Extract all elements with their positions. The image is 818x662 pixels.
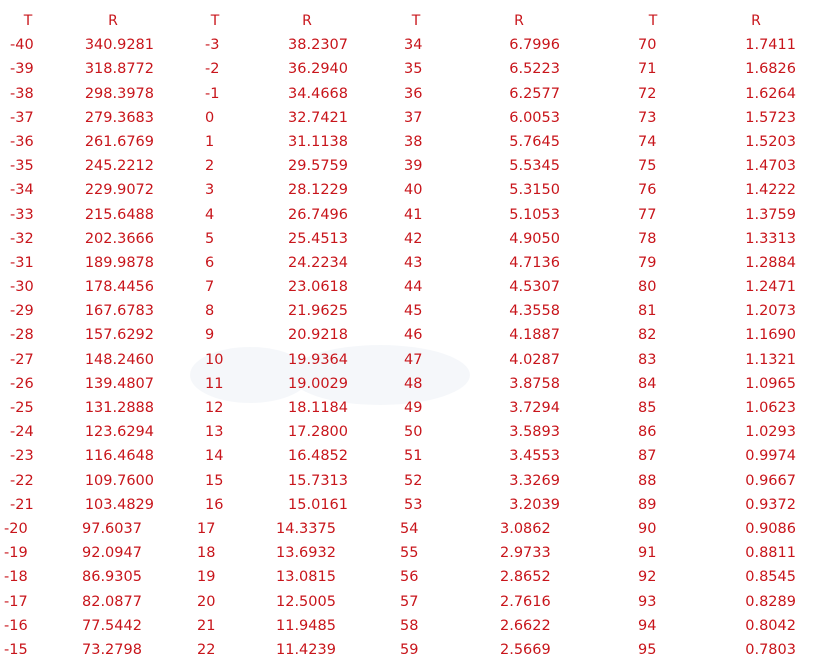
cell-t: 82 — [638, 327, 657, 344]
cell-t: 7 — [205, 279, 215, 296]
cell-t: 53 — [404, 496, 423, 513]
column-r-3 — [478, 9, 560, 662]
cell-r: 38.2307 — [288, 37, 348, 54]
cell-t: 72 — [638, 85, 657, 102]
cell-t: 17 — [197, 520, 216, 537]
cell-r: 167.6783 — [84, 303, 154, 320]
cell-t: 56 — [400, 569, 419, 586]
cell-r: 1.0623 — [745, 400, 796, 416]
cell-r: 3.3269 — [509, 472, 560, 489]
cell-t: 43 — [404, 254, 423, 271]
cell-t: 93 — [638, 593, 657, 610]
cell-t: -26 — [10, 375, 34, 392]
cell-t: 90 — [638, 520, 657, 537]
cell-r: 2.8652 — [500, 569, 551, 586]
column-t-2 — [195, 9, 235, 662]
cell-t: 73 — [638, 109, 657, 126]
cell-t: 18 — [197, 545, 216, 562]
cell-r: 4.7136 — [509, 254, 560, 271]
cell-t: 34 — [404, 37, 423, 54]
cell-r: 11.9485 — [276, 617, 336, 634]
cell-t: 42 — [404, 230, 423, 247]
cell-t: -29 — [10, 303, 34, 320]
cell-t: 3 — [205, 182, 215, 199]
cell-r: 1.2073 — [745, 303, 796, 320]
cell-r: 1.5723 — [745, 109, 796, 126]
cell-t: 8 — [205, 303, 215, 320]
column-header: T — [23, 13, 33, 29]
cell-r: 157.6292 — [84, 327, 154, 344]
cell-t: -20 — [4, 520, 28, 537]
cell-t: 19 — [197, 569, 216, 586]
cell-t: 84 — [638, 375, 657, 392]
cell-t: 49 — [404, 400, 423, 416]
cell-r: 298.3978 — [84, 85, 154, 102]
cell-t: 40 — [404, 182, 423, 199]
cell-t: 9 — [205, 327, 215, 344]
cell-t: 0 — [205, 109, 215, 126]
cell-r: 1.4703 — [745, 158, 796, 175]
cell-r: 3.5893 — [509, 424, 560, 441]
cell-r: 318.8772 — [84, 61, 154, 78]
cell-r: 3.7294 — [509, 400, 560, 416]
cell-t: -35 — [10, 158, 34, 175]
cell-t: 16 — [205, 496, 224, 513]
cell-r: 28.1229 — [288, 182, 348, 199]
cell-r: 31.1138 — [288, 133, 348, 150]
cell-r: 3.2039 — [509, 496, 560, 513]
cell-t: -23 — [10, 448, 34, 465]
cell-r: 19.0029 — [288, 375, 348, 392]
column-r-2 — [266, 9, 348, 662]
cell-r: 4.1887 — [509, 327, 560, 344]
cell-r: 12.5005 — [276, 593, 336, 610]
column-t-4 — [630, 9, 676, 662]
cell-t: 76 — [638, 182, 657, 199]
cell-r: 0.9974 — [745, 448, 796, 465]
cell-t: 45 — [404, 303, 423, 320]
cell-t: -37 — [10, 109, 34, 126]
cell-r: 13.6932 — [276, 545, 336, 562]
cell-r: 1.3313 — [745, 230, 796, 247]
cell-r: 1.1321 — [745, 351, 796, 368]
column-header: R — [108, 13, 118, 29]
cell-t: -25 — [10, 400, 34, 416]
cell-t: -30 — [10, 279, 34, 296]
cell-r: 6.7996 — [509, 37, 560, 54]
cell-r: 82.0877 — [82, 593, 142, 610]
cell-t: -17 — [4, 593, 28, 610]
cell-t: 86 — [638, 424, 657, 441]
cell-t: 20 — [197, 593, 216, 610]
cell-t: -33 — [10, 206, 34, 223]
cell-t: 54 — [400, 520, 419, 537]
cell-t: 81 — [638, 303, 657, 320]
column-header: R — [514, 13, 524, 29]
cell-t: -18 — [4, 569, 28, 586]
cell-r: 1.6264 — [745, 85, 796, 102]
cell-r: 15.7313 — [288, 472, 348, 489]
cell-r: 189.9878 — [84, 254, 154, 271]
cell-r: 1.7411 — [745, 37, 796, 54]
cell-t: -39 — [10, 61, 34, 78]
cell-t: -40 — [10, 37, 34, 54]
column-r-4 — [716, 9, 796, 662]
cell-t: 36 — [404, 85, 423, 102]
cell-r: 14.3375 — [276, 520, 336, 537]
column-t-3 — [396, 9, 436, 662]
cell-r: 1.3759 — [745, 206, 796, 223]
cell-t: 77 — [638, 206, 657, 223]
cell-r: 1.4222 — [745, 182, 796, 199]
cell-t: 15 — [205, 472, 224, 489]
cell-t: -1 — [205, 85, 220, 102]
cell-t: -27 — [10, 351, 34, 368]
cell-r: 32.7421 — [288, 109, 348, 126]
cell-r: 2.9733 — [500, 545, 551, 562]
cell-t: -24 — [10, 424, 34, 441]
cell-t: 50 — [404, 424, 423, 441]
cell-r: 6.5223 — [509, 61, 560, 78]
cell-t: 10 — [205, 351, 224, 368]
cell-t: -28 — [10, 327, 34, 344]
cell-r: 19.9364 — [288, 351, 348, 368]
cell-t: 79 — [638, 254, 657, 271]
cell-r: 4.5307 — [509, 279, 560, 296]
cell-t: 13 — [205, 424, 224, 441]
cell-t: 91 — [638, 545, 657, 562]
cell-r: 86.9305 — [82, 569, 142, 586]
cell-r: 123.6294 — [84, 424, 154, 441]
cell-r: 0.9667 — [745, 472, 796, 489]
column-r-1 — [72, 9, 154, 662]
cell-r: 2.7616 — [500, 593, 551, 610]
cell-t: 47 — [404, 351, 423, 368]
cell-r: 92.0947 — [82, 545, 142, 562]
cell-r: 21.9625 — [288, 303, 348, 320]
cell-r: 11.4239 — [276, 641, 336, 658]
cell-r: 148.2460 — [84, 351, 154, 368]
cell-r: 116.4648 — [84, 448, 154, 465]
cell-t: 55 — [400, 545, 419, 562]
cell-r: 24.2234 — [288, 254, 348, 271]
cell-r: 0.9372 — [745, 496, 796, 513]
cell-r: 178.4456 — [84, 279, 154, 296]
column-header: R — [302, 13, 312, 29]
cell-r: 0.8042 — [745, 617, 796, 634]
cell-t: -2 — [205, 61, 220, 78]
cell-r: 23.0618 — [288, 279, 348, 296]
cell-r: 17.2800 — [288, 424, 348, 441]
cell-r: 34.4668 — [288, 85, 348, 102]
cell-t: 48 — [404, 375, 423, 392]
cell-r: 0.9086 — [745, 520, 796, 537]
column-t-1 — [4, 9, 48, 662]
cell-t: 21 — [197, 617, 216, 634]
cell-t: 1 — [205, 133, 215, 150]
cell-t: -21 — [10, 496, 34, 513]
cell-r: 29.5759 — [288, 158, 348, 175]
cell-t: 88 — [638, 472, 657, 489]
cell-r: 0.8811 — [745, 545, 796, 562]
cell-r: 1.5203 — [745, 133, 796, 150]
cell-t: 6 — [205, 254, 215, 271]
cell-r: 2.6622 — [500, 617, 551, 634]
cell-r: 0.8545 — [745, 569, 796, 586]
cell-t: 12 — [205, 400, 224, 416]
cell-t: 41 — [404, 206, 423, 223]
cell-r: 4.0287 — [509, 351, 560, 368]
cell-r: 73.2798 — [82, 641, 142, 658]
cell-t: 78 — [638, 230, 657, 247]
cell-r: 18.1184 — [288, 400, 348, 416]
cell-t: -19 — [4, 545, 28, 562]
cell-r: 139.4807 — [84, 375, 154, 392]
cell-r: 36.2940 — [288, 61, 348, 78]
cell-r: 279.3683 — [84, 109, 154, 126]
cell-t: 4 — [205, 206, 215, 223]
cell-t: 70 — [638, 37, 657, 54]
cell-t: 83 — [638, 351, 657, 368]
cell-r: 3.4553 — [509, 448, 560, 465]
cell-t: 38 — [404, 133, 423, 150]
cell-t: 2 — [205, 158, 215, 175]
cell-r: 26.7496 — [288, 206, 348, 223]
cell-t: 94 — [638, 617, 657, 634]
cell-r: 5.3150 — [509, 182, 560, 199]
cell-t: -15 — [4, 641, 28, 658]
cell-t: 89 — [638, 496, 657, 513]
cell-r: 245.2212 — [84, 158, 154, 175]
cell-t: 75 — [638, 158, 657, 175]
cell-t: 39 — [404, 158, 423, 175]
cell-r: 103.4829 — [84, 496, 154, 513]
cell-t: -22 — [10, 472, 34, 489]
cell-t: 37 — [404, 109, 423, 126]
column-header: T — [210, 13, 220, 29]
cell-t: -38 — [10, 85, 34, 102]
cell-r: 20.9218 — [288, 327, 348, 344]
cell-t: 58 — [400, 617, 419, 634]
cell-r: 1.0965 — [745, 375, 796, 392]
cell-t: 95 — [638, 641, 657, 658]
cell-r: 13.0815 — [276, 569, 336, 586]
cell-r: 77.5442 — [82, 617, 142, 634]
cell-t: 87 — [638, 448, 657, 465]
cell-r: 0.8289 — [745, 593, 796, 610]
cell-t: -32 — [10, 230, 34, 247]
cell-r: 6.0053 — [509, 109, 560, 126]
cell-t: 46 — [404, 327, 423, 344]
cell-r: 1.2884 — [745, 254, 796, 271]
cell-r: 3.8758 — [509, 375, 560, 392]
cell-r: 16.4852 — [288, 448, 348, 465]
cell-r: 5.1053 — [509, 206, 560, 223]
cell-r: 5.5345 — [509, 158, 560, 175]
cell-t: 11 — [205, 375, 224, 392]
cell-r: 5.7645 — [509, 133, 560, 150]
cell-r: 215.6488 — [84, 206, 154, 223]
column-header: T — [411, 13, 421, 29]
cell-r: 1.0293 — [745, 424, 796, 441]
cell-t: 35 — [404, 61, 423, 78]
cell-t: 59 — [400, 641, 419, 658]
cell-t: 85 — [638, 400, 657, 416]
cell-t: -3 — [205, 37, 220, 54]
cell-r: 4.9050 — [509, 230, 560, 247]
cell-r: 202.3666 — [84, 230, 154, 247]
cell-t: 51 — [404, 448, 423, 465]
column-header: R — [751, 13, 761, 29]
cell-r: 340.9281 — [84, 37, 154, 54]
cell-t: 57 — [400, 593, 419, 610]
cell-r: 4.3558 — [509, 303, 560, 320]
cell-r: 25.4513 — [288, 230, 348, 247]
cell-t: -36 — [10, 133, 34, 150]
cell-t: 74 — [638, 133, 657, 150]
cell-t: 92 — [638, 569, 657, 586]
cell-r: 109.7600 — [84, 472, 154, 489]
cell-r: 229.9072 — [84, 182, 154, 199]
cell-t: 5 — [205, 230, 215, 247]
cell-r: 97.6037 — [82, 520, 142, 537]
cell-r: 261.6769 — [84, 133, 154, 150]
cell-r: 6.2577 — [509, 85, 560, 102]
cell-t: -16 — [4, 617, 28, 634]
column-header: T — [648, 13, 658, 29]
cell-r: 0.7803 — [745, 641, 796, 658]
cell-t: -31 — [10, 254, 34, 271]
cell-r: 2.5669 — [500, 641, 551, 658]
cell-t: -34 — [10, 182, 34, 199]
cell-r: 3.0862 — [500, 520, 551, 537]
cell-t: 22 — [197, 641, 216, 658]
cell-t: 14 — [205, 448, 224, 465]
cell-t: 44 — [404, 279, 423, 296]
cell-t: 80 — [638, 279, 657, 296]
cell-r: 1.1690 — [745, 327, 796, 344]
cell-r: 1.6826 — [745, 61, 796, 78]
cell-r: 15.0161 — [288, 496, 348, 513]
cell-t: 71 — [638, 61, 657, 78]
cell-r: 1.2471 — [745, 279, 796, 296]
cell-t: 52 — [404, 472, 423, 489]
cell-r: 131.2888 — [84, 400, 154, 416]
